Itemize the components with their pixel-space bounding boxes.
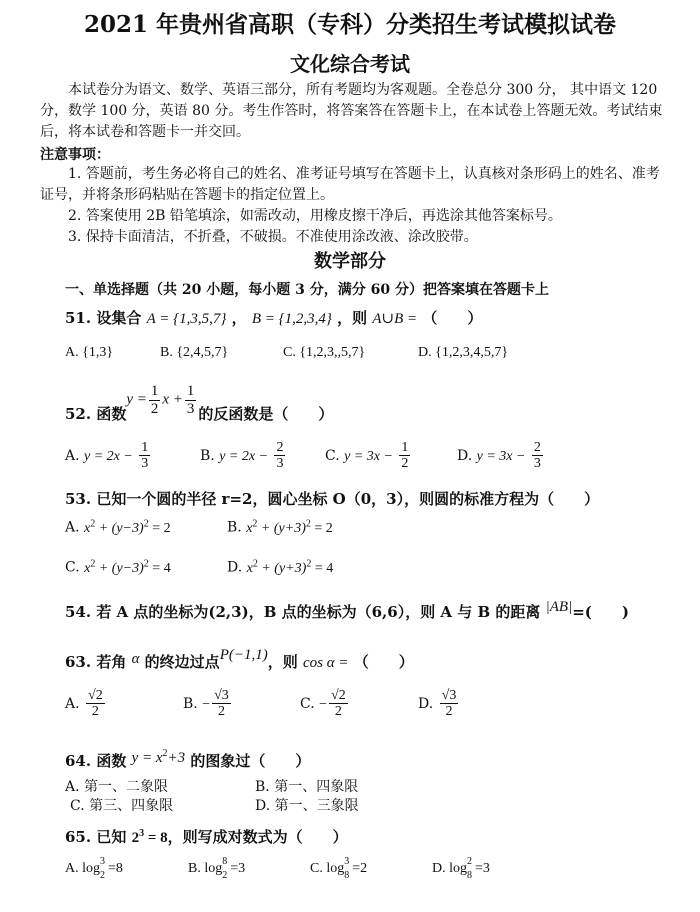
question-64 <box>65 750 310 771</box>
option-b <box>183 688 233 720</box>
option-label: C. <box>325 447 340 464</box>
option-rhs: = 4 <box>314 560 334 576</box>
option-label: A. <box>65 447 80 464</box>
question-63 <box>65 647 414 672</box>
option-a: A. $x^2 + (y-3)^2 = 2$ <box>65 518 171 536</box>
fraction-denominator: 2 <box>401 456 409 472</box>
option-c <box>325 440 412 472</box>
log-base: 2 <box>100 869 106 881</box>
answer-blank: （ ） <box>353 653 414 671</box>
fraction-numerator: 2 <box>533 440 541 455</box>
option-label: B. <box>183 695 198 712</box>
question-text: 54. 若 A 点的坐标为(2,3)，B 点的坐标为（6,6），则 A 与 B 的距离 <box>65 603 541 621</box>
alpha-symbol: α <box>131 651 140 667</box>
option-c: C. {1,2,3,,5,7} <box>283 345 366 360</box>
option-rhs: = 2 <box>152 520 171 536</box>
question-text: ， <box>231 309 247 327</box>
option-expr: y−3 <box>116 560 140 576</box>
fraction-numerator: 2 <box>276 440 284 455</box>
fraction-denominator: 3 <box>533 456 541 472</box>
option-sign: − <box>319 696 328 712</box>
question-text: 的终边过点 <box>144 653 220 671</box>
point-expr: P(−1,1) <box>219 647 268 663</box>
option-rhs: =3 <box>230 861 246 876</box>
fraction-numerator: √2 <box>331 688 346 703</box>
option-label: C. <box>310 861 323 876</box>
option-rhs: =3 <box>475 861 490 876</box>
option-label: B. <box>200 447 215 464</box>
log-base: 8 <box>467 869 473 881</box>
fraction-denominator: 2 <box>91 704 99 720</box>
question-text: ，则 <box>337 309 368 327</box>
question-51 <box>65 307 482 328</box>
option-a: A. log 3 2 =8 <box>65 855 123 881</box>
log-sup: 2 <box>467 855 473 867</box>
question-65 <box>65 826 348 847</box>
question-text: 的图象过（ ） <box>190 752 311 770</box>
option-a <box>65 440 152 472</box>
question-text: ，则 <box>267 653 298 671</box>
question-text: 的反函数是（ ） <box>198 404 334 423</box>
cos-expr: cos α = <box>302 655 349 671</box>
option-label: D. <box>432 861 446 876</box>
option-a: A. {1,3} <box>65 345 114 360</box>
option-d: D. 第一、三象限 <box>255 798 359 814</box>
option-d: D. log 2 8 =3 <box>432 855 490 881</box>
fraction-denominator: 2 <box>334 704 342 720</box>
question-text: ，则写成对数式为（ ） <box>167 828 348 846</box>
fraction-numerator: √2 <box>88 688 103 703</box>
part-heading: 一、单选择题（共 20 小题，每小题 3 分，满分 60 分）把答案填在答题卡上 <box>65 282 549 298</box>
function-formula: y = $\frac{1}{2}$ x + $\frac{1}{3}$ <box>126 383 195 417</box>
union-expr: A∪B = <box>372 311 418 327</box>
option-b <box>200 440 287 472</box>
option-expr: y+3 <box>278 560 302 576</box>
fraction-numerator: √3 <box>214 688 229 703</box>
answer-blank: =( ) <box>572 603 629 621</box>
option-expr: y = 2x − <box>84 448 133 464</box>
option-c: C. 第三、四象限 <box>70 798 174 814</box>
option-b: B. log 8 2 =3 <box>188 855 246 881</box>
note-item: 2. 答案使用 2B 铅笔填涂，如需改动，用橡皮擦干净后，再选涂其他答案标号。 <box>68 208 562 224</box>
option-rhs: =2 <box>352 861 368 876</box>
fraction-numerator: √3 <box>441 688 457 703</box>
option-rhs: = 2 <box>314 520 333 536</box>
option-rhs: =8 <box>108 861 123 876</box>
option-label: B. <box>188 861 201 876</box>
option-expr: y−3 <box>116 520 140 536</box>
log-sup: 3 <box>100 855 106 867</box>
fraction-denominator: 3 <box>141 456 149 472</box>
option-b: B. $x^2 + (y+3)^2 = 2$ <box>227 518 333 536</box>
option-c: C. $x^2 + (y-3)^2 = 4$ <box>65 558 171 576</box>
question-52 <box>65 378 333 426</box>
option-label: C. <box>65 559 80 576</box>
option-rhs: = 4 <box>152 560 171 576</box>
option-label: A. <box>65 519 80 536</box>
question-text: 51. 设集合 <box>65 309 142 327</box>
option-c <box>300 688 350 720</box>
option-expr: y+3 <box>278 520 302 536</box>
exam-title: 2021 年贵州省高职（专科）分类招生考试模拟试卷 <box>83 11 617 38</box>
intro-paragraph: 本试卷分为语文、数学、英语三部分，所有考题均为客观题。全卷总分 300 分， 其中语文 120 分，数学 100 分，英语 80 分。考生作答时，将答案答在答题卡上，在本试卷上答题无效。考试结束后，将本试卷和答题卡一并交回。 <box>40 82 663 140</box>
section-title: 数学部分 <box>314 251 386 272</box>
option-label: D. <box>227 559 243 576</box>
distance-expr: |AB| <box>545 599 573 615</box>
option-label: B. <box>227 519 242 536</box>
notes-heading: 注意事项： <box>40 147 110 163</box>
set-a: A = {1,3,5,7} <box>146 311 227 327</box>
option-label: C. <box>300 695 315 712</box>
option-a <box>65 688 107 720</box>
fraction-denominator: 2 <box>445 704 453 720</box>
log-base: 2 <box>222 869 228 881</box>
question-text: 63. 若角 <box>65 653 127 671</box>
option-label: A. <box>65 861 79 876</box>
set-b: B = {1,2,3,4} <box>251 311 332 327</box>
option-sign: − <box>202 696 211 712</box>
log-sup: 8 <box>222 855 228 867</box>
note-item: 1. 答题前，考生务必将自己的姓名、准考证号填写在答题卡上，认真核对条形码上的姓名、准考证号，并将条形码粘贴在答题卡的指定位置上。 <box>40 166 660 203</box>
question-54 <box>65 601 629 622</box>
exponent-expr: $2^3 = 8$ <box>131 828 168 846</box>
fraction-numerator: 1 <box>401 440 409 455</box>
option-expr: y = 3x − <box>344 448 393 464</box>
option-d: D. $x^2 + (y+3)^2 = 4$ <box>227 558 334 576</box>
exam-subtitle: 文化综合考试 <box>290 52 410 76</box>
log-base: 8 <box>344 869 350 881</box>
option-expr: y = 3x − <box>476 448 526 464</box>
fraction-numerator: 1 <box>141 440 149 455</box>
option-d: D. {1,2,3,4,5,7} <box>418 345 509 360</box>
option-d <box>457 440 545 472</box>
question-53: 53. 已知一个圆的半径 r=2，圆心坐标 O（0，3），则圆的标准方程为（ ） <box>65 490 600 508</box>
question-text: 64. 函数 <box>65 752 127 770</box>
question-text: 65. 已知 <box>65 828 127 846</box>
option-b: B. 第一、四象限 <box>255 779 359 795</box>
function-formula: $y = x^2+3$ <box>131 748 186 766</box>
option-expr: y = 2x − <box>219 448 269 464</box>
option-a: A. 第一、二象限 <box>65 779 169 795</box>
fraction-denominator: 2 <box>217 704 225 720</box>
option-label: D. <box>418 695 434 712</box>
option-label: A. <box>65 695 80 712</box>
option-c: C. log 3 8 =2 <box>310 855 368 881</box>
option-label: D. <box>457 447 473 464</box>
answer-blank: （ ） <box>422 309 483 327</box>
option-d <box>418 688 460 720</box>
note-item: 3. 保持卡面清洁，不折叠，不破损。不准使用涂改液、涂改胶带。 <box>68 229 478 245</box>
question-text: 52. 函数 <box>65 404 127 423</box>
log-sup: 3 <box>344 855 350 867</box>
option-b: B. {2,4,5,7} <box>160 345 229 360</box>
fraction-denominator: 3 <box>276 456 284 472</box>
